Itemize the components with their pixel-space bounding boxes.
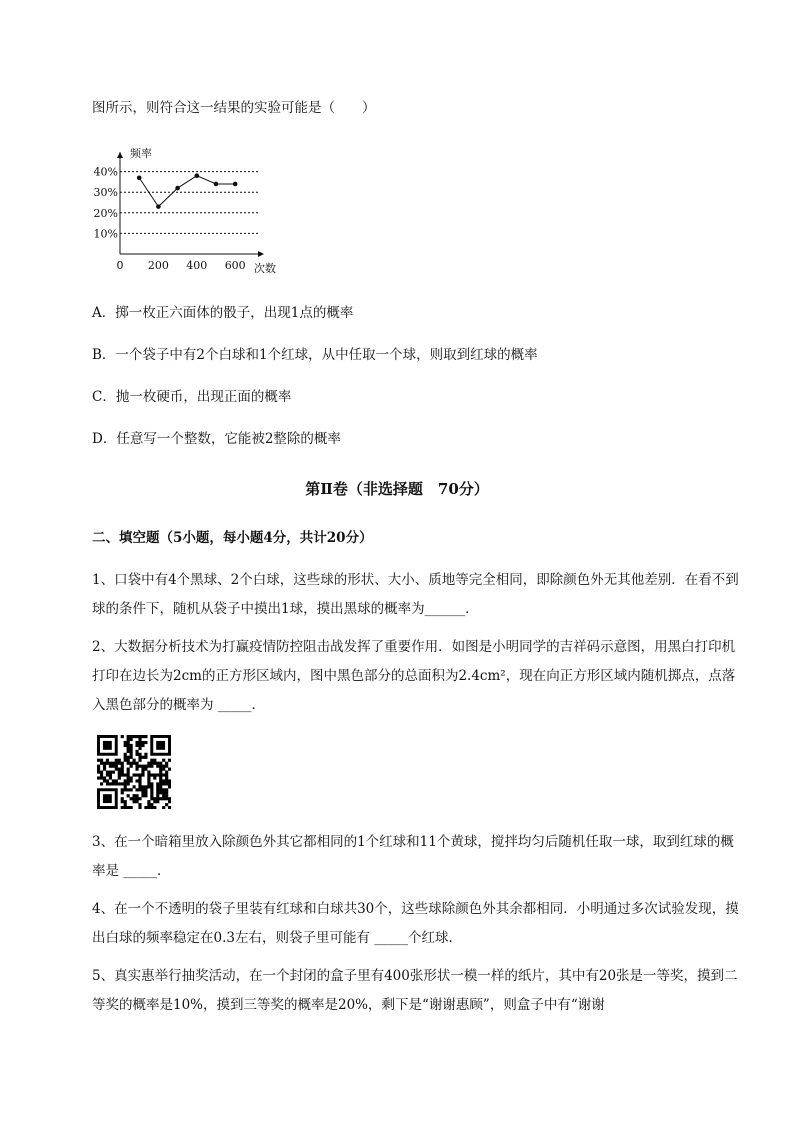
y-axis-arrow [117,152,123,158]
qr-module [141,773,144,776]
y-tick-label: 20% [93,206,118,220]
qr-module [124,803,127,806]
qr-module [162,791,165,794]
qr-module [135,744,138,747]
qr-module [138,788,141,791]
qr-module [109,762,112,765]
qr-module [159,773,162,776]
qr-module [103,765,106,768]
qr-module [100,771,103,774]
qr-module [103,762,106,765]
qr-module [168,759,171,762]
qr-module [127,735,130,738]
qr-module [124,756,127,759]
qr-module [156,794,159,797]
qr-module [118,782,121,785]
qr-module [153,773,156,776]
qr-module [165,776,168,779]
qr-module [118,771,121,774]
qr-module [168,782,171,785]
qr-module [135,773,138,776]
qr-module [141,791,144,794]
qr-module [121,800,124,803]
option-d: D．任意写一个整数，它能被2整除的概率 [92,431,341,447]
qr-module [135,741,138,744]
qr-module [130,756,133,759]
qr-module [109,771,112,774]
qr-module [135,753,138,756]
qr-module [118,773,121,776]
qr-module [159,765,162,768]
qr-module [147,773,150,776]
qr-module [133,794,136,797]
qr-module [109,773,112,776]
qr-module [144,806,147,809]
qr-module [124,741,127,744]
qr-module [138,806,141,809]
qr-module [112,762,115,765]
data-point [195,173,200,178]
qr-module [127,750,130,753]
qr-module [127,759,130,762]
qr-module [144,741,147,744]
qr-module [165,779,168,782]
qr-module [165,782,168,785]
qr-module [121,806,124,809]
qr-module [159,797,162,800]
data-point [233,182,238,187]
qr-module [153,776,156,779]
qr-module [150,806,153,809]
qr-module [135,768,138,771]
section-title: 二、填空题（5小题，每小题4分，共计20分） [92,530,373,546]
qr-module [159,782,162,785]
qr-module [127,744,130,747]
qr-module [147,765,150,768]
qr-module [97,771,100,774]
qr-module [162,782,165,785]
qr-module [138,735,141,738]
qr-module [103,779,106,782]
qr-module [103,776,106,779]
qr-module [130,806,133,809]
qr-module [124,753,127,756]
qr-module [115,779,118,782]
x-axis-label: 次数 [254,262,276,275]
qr-module [162,788,165,791]
qr-module [121,762,124,765]
qr-module [150,794,153,797]
part-title: 第Ⅱ卷（非选择题 70分） [305,480,489,498]
qr-module [127,806,130,809]
qr-module [144,785,147,788]
qr-module [124,773,127,776]
qr-module [109,776,112,779]
qr-module [165,788,168,791]
qr-module [121,797,124,800]
qr-module [159,779,162,782]
qr-module [138,759,141,762]
qr-module [106,771,109,774]
option-a: A．掷一枚正六面体的骰子，出现1点的概率 [92,305,354,321]
qr-module [159,776,162,779]
qr-module [150,782,153,785]
x-tick-label: 0 [116,259,124,272]
qr-module [100,776,103,779]
qr-module [130,779,133,782]
qr-module [147,785,150,788]
qr-module [127,756,130,759]
qr-module [97,768,100,771]
qr-module [106,759,109,762]
qr-module [168,779,171,782]
qr-module [147,803,150,806]
qr-module [133,759,136,762]
qr-module [127,779,130,782]
qr-module [141,735,144,738]
qr-module [127,747,130,750]
qr-module [147,782,150,785]
qr-module [138,803,141,806]
qr-module [141,768,144,771]
qr-module [124,779,127,782]
qr-module [133,785,136,788]
qr-module [156,762,159,765]
qr-module [127,741,130,744]
qr-module [124,806,127,809]
qr-module [162,759,165,762]
qr-module [97,776,100,779]
qr-module [130,735,133,738]
qr-module [109,782,112,785]
qr-module [150,759,153,762]
qr-module [141,756,144,759]
qr-module [138,738,141,741]
qr-module [130,747,133,750]
qr-module [162,768,165,771]
data-point [175,186,180,191]
qr-module [147,771,150,774]
qr-module [135,800,138,803]
qr-module [112,779,115,782]
qr-module [144,735,147,738]
qr-module [156,791,159,794]
qr-module [97,765,100,768]
qr-module [150,803,153,806]
qr-module [121,773,124,776]
qr-module [127,773,130,776]
qr-module [165,803,168,806]
qr-module [141,785,144,788]
qr-module [121,735,124,738]
qr-module [127,771,130,774]
qr-module [153,800,156,803]
qr-module [147,806,150,809]
qr-module [97,759,100,762]
y-axis-label: 频率 [130,147,152,160]
qr-module [162,765,165,768]
qr-module [159,785,162,788]
qr-module [147,762,150,765]
qr-module [156,782,159,785]
qr-module [135,762,138,765]
qr-module [165,794,168,797]
question-1: 1、口袋中有4个黑球、2个白球，这些球的形状、大小、质地等完全相同，即除颜色外无其他差别．在看不到球的条件下，随机从袋子中摸出1球，摸出黑球的概率为______． [92,572,739,617]
data-point [137,175,142,180]
qr-module [115,759,118,762]
qr-module [106,773,109,776]
qr-module [135,735,138,738]
qr-module [100,762,103,765]
qr-module [162,797,165,800]
qr-module [168,768,171,771]
qr-module [135,788,138,791]
qr-module [127,788,130,791]
qr-module [144,791,147,794]
qr-module [115,782,118,785]
qr-module [159,768,162,771]
qr-module [121,765,124,768]
qr-finder-inner [156,741,165,750]
qr-module [159,788,162,791]
qr-module [150,797,153,800]
qr-module [127,738,130,741]
qr-module [133,762,136,765]
qr-module [133,797,136,800]
qr-module [165,762,168,765]
qr-module [159,762,162,765]
qr-module [147,779,150,782]
qr-module [144,794,147,797]
qr-module [124,788,127,791]
question-2: 2、大数据分析技术为打赢疫情防控阻击战发挥了重要作用．如图是小明同学的吉祥码示意图，用黑白打印机打印在边长为2cm的正方形区域内，图中黑色部分的总面积为2.4cm²，现在向正方形区域内随机掷点，点落入黑色部分的概率为 _____． [92,639,736,713]
qr-module [138,797,141,800]
qr-module [112,782,115,785]
qr-module [138,785,141,788]
y-tick-label: 30% [93,186,118,200]
qr-module [135,779,138,782]
qr-module [168,785,171,788]
qr-module [138,765,141,768]
qr-module [135,765,138,768]
qr-module [138,779,141,782]
qr-module [138,756,141,759]
qr-module [124,744,127,747]
qr-module [141,771,144,774]
qr-module [165,791,168,794]
qr-module [138,741,141,744]
qr-finder-inner [103,794,112,803]
qr-module [124,782,127,785]
qr-module [165,765,168,768]
qr-module [162,773,165,776]
qr-module [121,768,124,771]
y-tick-label: 10% [93,227,118,241]
qr-module [153,759,156,762]
option-c: C．抛一枚硬币，出现正面的概率 [92,389,292,405]
qr-module [109,765,112,768]
qr-module [135,794,138,797]
data-point [214,182,219,187]
qr-module [130,753,133,756]
qr-module [156,785,159,788]
qr-module [165,773,168,776]
qr-module [138,776,141,779]
x-axis-arrow [258,251,264,257]
qr-module [118,768,121,771]
qr-module [156,765,159,768]
qr-module [159,771,162,774]
qr-module [144,788,147,791]
qr-module [150,773,153,776]
qr-module [121,771,124,774]
qr-module [100,773,103,776]
qr-module [115,768,118,771]
qr-module [130,744,133,747]
qr-module [106,782,109,785]
qr-module [106,762,109,765]
qr-module [156,788,159,791]
qr-module [121,788,124,791]
qr-module [153,806,156,809]
qr-module [150,785,153,788]
qr-module [150,788,153,791]
qr-module [150,765,153,768]
qr-module [144,753,147,756]
qr-module [159,791,162,794]
qr-module [124,759,127,762]
qr-module [138,753,141,756]
qr-module [115,765,118,768]
x-tick-label: 200 [147,259,169,272]
qr-module [168,806,171,809]
x-tick-label: 600 [224,259,246,272]
qr-module [147,800,150,803]
qr-module [133,773,136,776]
qr-code-image [97,735,171,809]
qr-module [127,794,130,797]
qr-module [165,771,168,774]
qr-module [150,791,153,794]
qr-module [135,750,138,753]
qr-module [141,741,144,744]
qr-module [144,756,147,759]
qr-module [168,800,171,803]
qr-module [153,762,156,765]
qr-module [115,762,118,765]
qr-module [147,776,150,779]
qr-module [127,762,130,765]
qr-module [130,797,133,800]
qr-module [121,791,124,794]
qr-module [118,762,121,765]
qr-module [144,765,147,768]
question-3: 3、在一个暗箱里放入除颜色外其它都相同的1个红球和11个黄球，搅拌均匀后随机任取一球，取到红球的概率是 _____． [92,834,734,879]
question-intro: 图所示，则符合这一结果的实验可能是（ ） [92,100,376,116]
qr-module [138,747,141,750]
qr-module [156,797,159,800]
qr-module [168,797,171,800]
qr-module [112,771,115,774]
qr-module [118,759,121,762]
qr-module [130,762,133,765]
qr-module [144,768,147,771]
qr-module [127,768,130,771]
qr-module [124,785,127,788]
qr-module [130,765,133,768]
qr-module [100,782,103,785]
qr-module [130,750,133,753]
qr-module [121,782,124,785]
x-tick-label: 400 [186,259,208,272]
qr-module [135,797,138,800]
qr-module [100,759,103,762]
qr-module [153,797,156,800]
qr-module [141,794,144,797]
question-4: 4、在一个不透明的袋子里装有红球和白球共30个，这些球除颜色外其余都相同．小明通过多次试验发现，摸出白球的频率稳定在0.3左右，则袋子里可能有 _____个红球． [92,901,739,946]
qr-module [141,788,144,791]
qr-module [165,797,168,800]
qr-module [162,779,165,782]
qr-finder-inner [103,741,112,750]
qr-module [133,735,136,738]
qr-module [118,776,121,779]
qr-module [141,744,144,747]
series-line [139,176,235,207]
qr-module [162,794,165,797]
qr-module [133,800,136,803]
qr-module [138,773,141,776]
qr-module [141,765,144,768]
qr-module [106,779,109,782]
question-5: 5、真实惠举行抽奖活动，在一个封闭的盒子里有400张形状一模一样的纸片，其中有20张是一等奖，摸到二等奖的概率是10%，摸到三等奖的概率是20%，剩下是“谢谢惠顾”，则盒子中有“谢谢 [92,968,738,1013]
qr-module [130,788,133,791]
qr-module [150,762,153,765]
y-tick-label: 40% [93,165,118,179]
qr-module [130,738,133,741]
qr-module [127,782,130,785]
qr-module [130,776,133,779]
qr-module [156,800,159,803]
qr-module [103,768,106,771]
option-b: B．一个袋子中有2个白球和1个红球，从中任取一个球，则取到红球的概率 [92,347,538,363]
qr-module [112,765,115,768]
qr-module [162,806,165,809]
qr-module [127,776,130,779]
qr-module [124,800,127,803]
frequency-line-chart [90,142,290,277]
qr-module [138,782,141,785]
qr-module [138,744,141,747]
qr-module [156,773,159,776]
data-point [156,204,161,209]
